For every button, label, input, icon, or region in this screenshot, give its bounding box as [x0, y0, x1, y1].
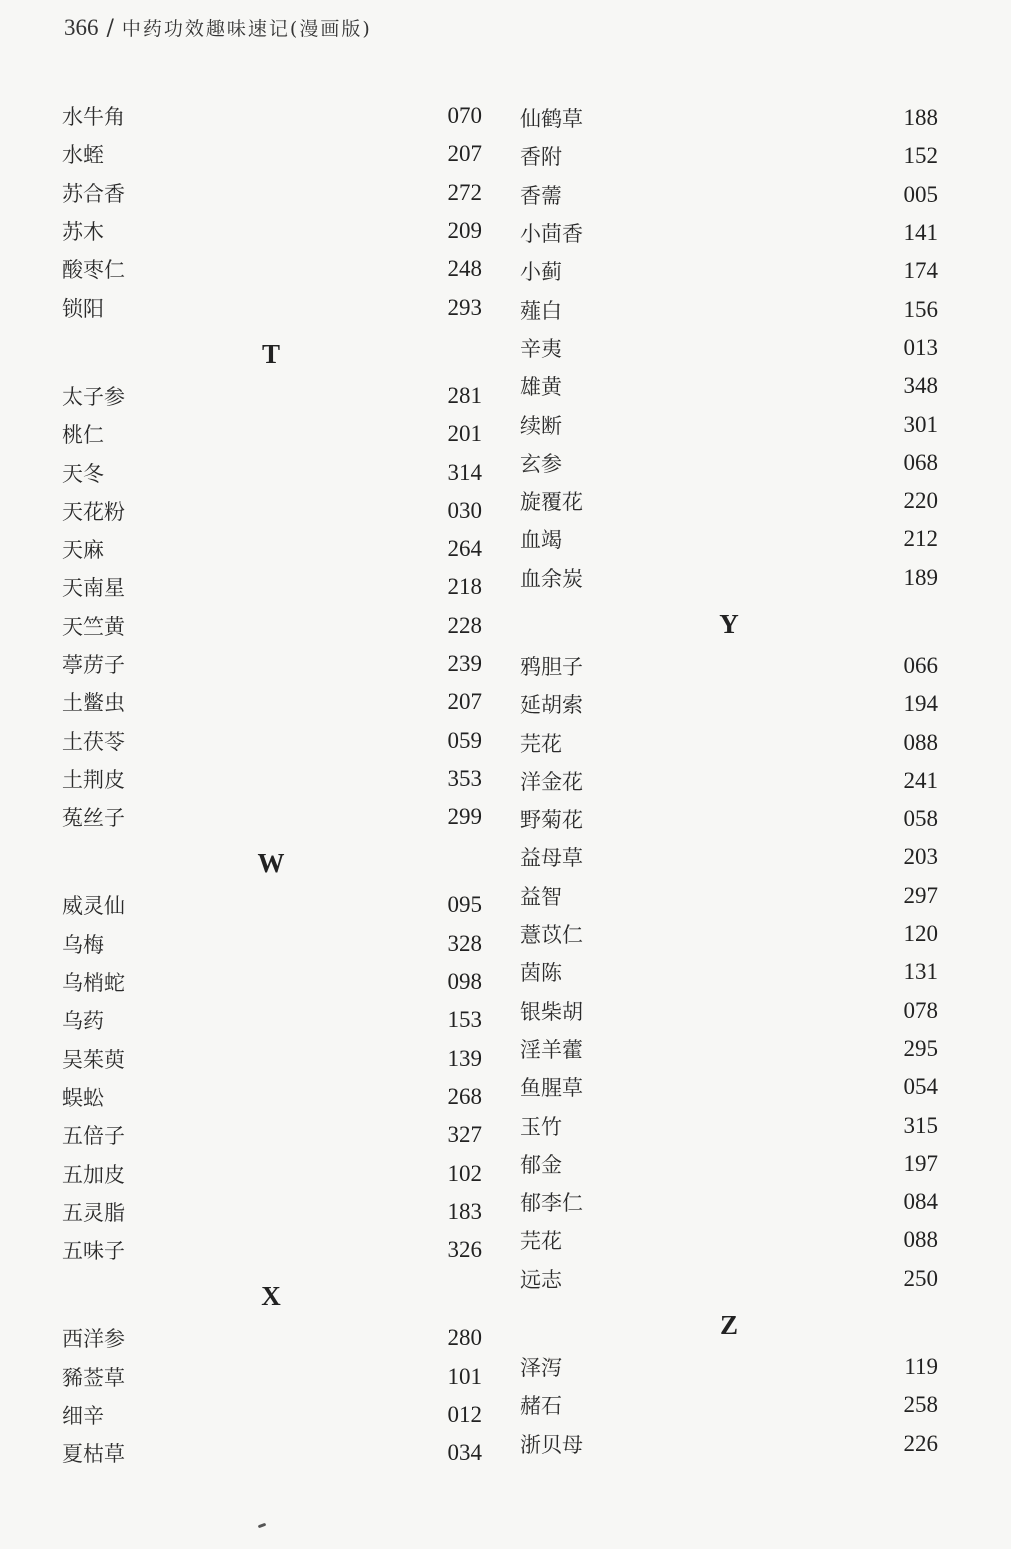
index-entry — [520, 99, 938, 137]
herb-name: 银柴胡 — [520, 999, 583, 1024]
herb-name: 天冬 — [62, 461, 104, 486]
page-ref: 059 — [447, 727, 482, 753]
page-ref: 088 — [903, 729, 938, 755]
page-ref: 078 — [903, 997, 938, 1023]
index-entry — [520, 214, 938, 252]
herb-name: 鸦胆子 — [520, 655, 583, 679]
page-ref: 058 — [903, 806, 938, 832]
page-ref: 013 — [903, 334, 938, 360]
herb-name: 乌梅 — [62, 932, 104, 957]
index-entry — [520, 723, 938, 761]
index-entry — [520, 405, 938, 443]
page-ref: 183 — [447, 1198, 482, 1224]
index-entry — [62, 798, 482, 836]
section-letter-text: W — [257, 848, 285, 879]
index-entry — [62, 1116, 482, 1154]
page-ref: 102 — [447, 1160, 482, 1186]
page-ref: 241 — [903, 767, 938, 793]
herb-name: 玄参 — [520, 451, 562, 476]
herb-name: 血余炭 — [520, 566, 583, 591]
herb-name: 雄黄 — [520, 375, 562, 400]
index-entry — [62, 760, 482, 798]
herb-name: 洋金花 — [520, 769, 583, 794]
index-entry — [520, 762, 938, 800]
index-entry — [62, 1358, 482, 1396]
herb-name: 小茴香 — [520, 222, 583, 247]
page-ref: 293 — [447, 294, 482, 320]
index-entry — [62, 1319, 482, 1357]
index-entry — [520, 992, 938, 1030]
herb-name: 太子参 — [62, 384, 125, 409]
page-ref: 207 — [447, 689, 482, 715]
index-entry — [62, 377, 482, 415]
index-entry — [520, 252, 938, 290]
index-entry — [62, 492, 482, 530]
section-letter-text: Z — [719, 1309, 738, 1340]
page-ref: 194 — [903, 691, 938, 717]
page-ref: 212 — [903, 526, 938, 552]
page-ref: 070 — [447, 103, 482, 129]
index-entry — [62, 288, 482, 326]
index-entry — [62, 683, 482, 721]
page-ref: 239 — [447, 651, 482, 676]
index-entry — [520, 290, 938, 328]
page-ref: 203 — [903, 844, 938, 870]
section-letter — [62, 836, 482, 886]
index-entry — [520, 1348, 938, 1386]
index-entry — [62, 530, 482, 568]
herb-name: 苏木 — [62, 220, 104, 245]
page-ref: 314 — [447, 459, 482, 485]
page-ref: 084 — [903, 1189, 938, 1215]
page-ref: 012 — [447, 1402, 482, 1428]
herb-name: 桃仁 — [62, 423, 104, 448]
herb-name: 薏苡仁 — [520, 923, 583, 948]
page-ref: 295 — [903, 1035, 938, 1061]
page-ref: 095 — [447, 892, 482, 918]
page-ref: 141 — [903, 220, 938, 246]
page-ref: 188 — [903, 105, 938, 131]
index-entry — [62, 1396, 482, 1434]
page-ref: 088 — [903, 1227, 938, 1253]
section-letter — [62, 1269, 482, 1319]
herb-name: 野菊花 — [520, 808, 583, 833]
page-ref: 301 — [903, 411, 938, 437]
index-entry — [520, 520, 938, 558]
herb-name: 乌梢蛇 — [62, 971, 125, 996]
section-letter-text: T — [261, 338, 280, 369]
herb-name: 香薷 — [520, 183, 562, 208]
index-entry — [520, 1386, 938, 1424]
herb-name: 菟丝子 — [62, 806, 125, 831]
section-letter-text: Y — [719, 608, 739, 639]
herb-name: 土荆皮 — [62, 767, 125, 792]
page-ref: 207 — [447, 141, 482, 167]
index-entry — [62, 415, 482, 453]
herb-name: 水蛭 — [62, 143, 104, 168]
section-letter — [520, 597, 938, 647]
page-ref: 299 — [447, 804, 482, 830]
section-letter — [520, 1298, 938, 1348]
herb-name: 蜈蚣 — [62, 1085, 104, 1110]
page-ref: 218 — [447, 574, 482, 600]
page-ref: 153 — [447, 1007, 482, 1033]
herb-name: 鱼腥草 — [520, 1076, 583, 1101]
page-ref: 353 — [447, 765, 482, 791]
herb-name: 五加皮 — [62, 1162, 125, 1187]
page-ref: 098 — [447, 969, 482, 995]
index-entry — [520, 559, 938, 597]
index-entry — [520, 1068, 938, 1106]
herb-name: 远志 — [520, 1267, 562, 1292]
page-ref: 228 — [447, 612, 482, 638]
page-ref: 034 — [447, 1440, 482, 1466]
index-entry — [62, 1078, 482, 1116]
herb-name: 茵陈 — [520, 961, 562, 986]
herb-name: 郁金 — [520, 1152, 562, 1177]
print-speck — [258, 1523, 267, 1529]
index-entry — [520, 1030, 938, 1068]
page-ref: 120 — [903, 921, 938, 947]
page-ref: 189 — [903, 564, 938, 590]
section-letter — [62, 327, 482, 377]
page-ref: 131 — [903, 959, 938, 985]
page-ref: 209 — [447, 218, 482, 244]
page-ref: 119 — [904, 1354, 938, 1380]
index-entry — [520, 1221, 938, 1259]
page-ref: 152 — [903, 143, 938, 169]
index-entry — [62, 925, 482, 963]
header-separator: / — [106, 16, 114, 41]
page-ref: 348 — [903, 373, 938, 399]
book-title: 中药功效趣味速记(漫画版) — [121, 18, 372, 40]
running-header — [64, 14, 372, 41]
index-entry — [62, 174, 482, 212]
index-entry — [520, 137, 938, 175]
herb-name: 土茯苓 — [62, 729, 125, 754]
page-ref: 264 — [447, 536, 482, 562]
page-ref: 068 — [903, 449, 938, 475]
index-entry — [62, 1193, 482, 1231]
index-entry — [62, 1231, 482, 1269]
index-entry — [62, 212, 482, 250]
index-entry — [520, 685, 938, 723]
page-ref: 066 — [903, 653, 938, 678]
herb-name: 葶苈子 — [62, 653, 125, 677]
herb-name: 天麻 — [62, 538, 104, 563]
herb-name: 锁阳 — [62, 296, 104, 321]
index-entry — [520, 1145, 938, 1183]
index-entry — [62, 1154, 482, 1192]
herb-name: 豨莶草 — [62, 1365, 125, 1390]
index-entry — [62, 645, 482, 683]
herb-name: 五味子 — [62, 1239, 125, 1264]
herb-name: 乌药 — [62, 1009, 104, 1034]
index-column-left — [62, 97, 482, 1473]
index-entry — [520, 176, 938, 214]
herb-name: 苏合香 — [62, 181, 125, 206]
index-entry — [520, 329, 938, 367]
page-ref: 327 — [447, 1122, 482, 1148]
herb-name: 西洋参 — [62, 1327, 125, 1352]
page-ref: 268 — [447, 1083, 482, 1109]
index-entry — [520, 482, 938, 520]
herb-name: 天竺黄 — [62, 614, 125, 639]
herb-name: 小蓟 — [520, 260, 562, 285]
herb-name: 夏枯草 — [62, 1442, 125, 1467]
herb-name: 薤白 — [520, 298, 562, 323]
index-entry — [520, 877, 938, 915]
page-ref: 220 — [903, 488, 938, 514]
herb-name: 水牛角 — [62, 105, 125, 130]
page-ref: 297 — [903, 882, 938, 908]
herb-name: 仙鹤草 — [520, 107, 583, 132]
herb-name: 五倍子 — [62, 1124, 125, 1149]
herb-name: 续断 — [520, 413, 562, 438]
page-ref: 030 — [447, 497, 482, 523]
index-entry — [62, 963, 482, 1001]
herb-name: 天南星 — [62, 576, 125, 601]
herb-name: 芫花 — [520, 1229, 562, 1254]
herb-name: 益母草 — [520, 846, 583, 871]
herb-name: 芫花 — [520, 731, 562, 756]
index-entry — [520, 915, 938, 953]
index-entry — [62, 453, 482, 491]
index-entry — [520, 953, 938, 991]
index-entry — [62, 135, 482, 173]
page-ref: 258 — [903, 1392, 938, 1418]
herb-name: 延胡索 — [520, 693, 583, 718]
index-entry — [62, 568, 482, 606]
index-entry — [62, 1040, 482, 1078]
index-entry — [520, 1425, 938, 1463]
herb-name: 酸枣仁 — [62, 258, 125, 283]
herb-name: 天花粉 — [62, 499, 125, 524]
herb-name: 郁李仁 — [520, 1191, 583, 1216]
page-ref: 250 — [903, 1265, 938, 1291]
index-entry — [62, 607, 482, 645]
herb-name: 细辛 — [62, 1404, 104, 1429]
page-ref: 281 — [447, 382, 482, 408]
page-ref: 054 — [903, 1074, 938, 1100]
page-ref: 328 — [447, 930, 482, 956]
herb-name: 益智 — [520, 884, 562, 909]
section-letter-text: X — [261, 1281, 281, 1312]
page-ref: 197 — [903, 1150, 938, 1176]
herb-name: 五灵脂 — [62, 1200, 125, 1225]
page-ref: 326 — [447, 1237, 482, 1263]
index-entry — [62, 1001, 482, 1039]
index-entry — [520, 367, 938, 405]
index-entry — [62, 97, 482, 135]
index-entry — [62, 886, 482, 924]
page-ref: 248 — [447, 256, 482, 282]
page-ref: 174 — [903, 258, 938, 284]
page-ref: 139 — [447, 1045, 482, 1071]
page-number: 366 — [64, 15, 99, 40]
index-entry — [62, 1434, 482, 1472]
page-ref: 005 — [903, 181, 938, 207]
index-entry — [62, 721, 482, 759]
index-entry — [520, 800, 938, 838]
herb-name: 浙贝母 — [520, 1432, 583, 1457]
page-ref: 101 — [447, 1363, 482, 1389]
herb-name: 威灵仙 — [62, 894, 125, 919]
index-entry — [520, 1106, 938, 1144]
herb-name: 吴茱萸 — [62, 1047, 125, 1072]
index-entry — [520, 1260, 938, 1298]
herb-name: 香附 — [520, 145, 562, 170]
herb-name: 淫羊藿 — [520, 1037, 583, 1062]
index-column-right — [520, 99, 938, 1463]
index-entry — [520, 838, 938, 876]
index-entry — [520, 647, 938, 685]
herb-name: 赭石 — [520, 1394, 562, 1419]
herb-name: 土鳖虫 — [62, 691, 125, 716]
page-ref: 201 — [447, 421, 482, 447]
page-ref: 156 — [903, 296, 938, 322]
index-entry — [520, 1183, 938, 1221]
herb-name: 辛夷 — [520, 336, 562, 361]
page-ref: 226 — [903, 1430, 938, 1456]
page-ref: 272 — [447, 179, 482, 205]
page-ref: 315 — [903, 1112, 938, 1138]
page-ref: 280 — [447, 1325, 482, 1351]
index-entry — [520, 444, 938, 482]
herb-name: 旋覆花 — [520, 490, 583, 515]
herb-name: 血竭 — [520, 528, 562, 553]
herb-name: 玉竹 — [520, 1114, 562, 1139]
herb-name: 泽泻 — [520, 1356, 562, 1381]
index-entry — [62, 250, 482, 288]
